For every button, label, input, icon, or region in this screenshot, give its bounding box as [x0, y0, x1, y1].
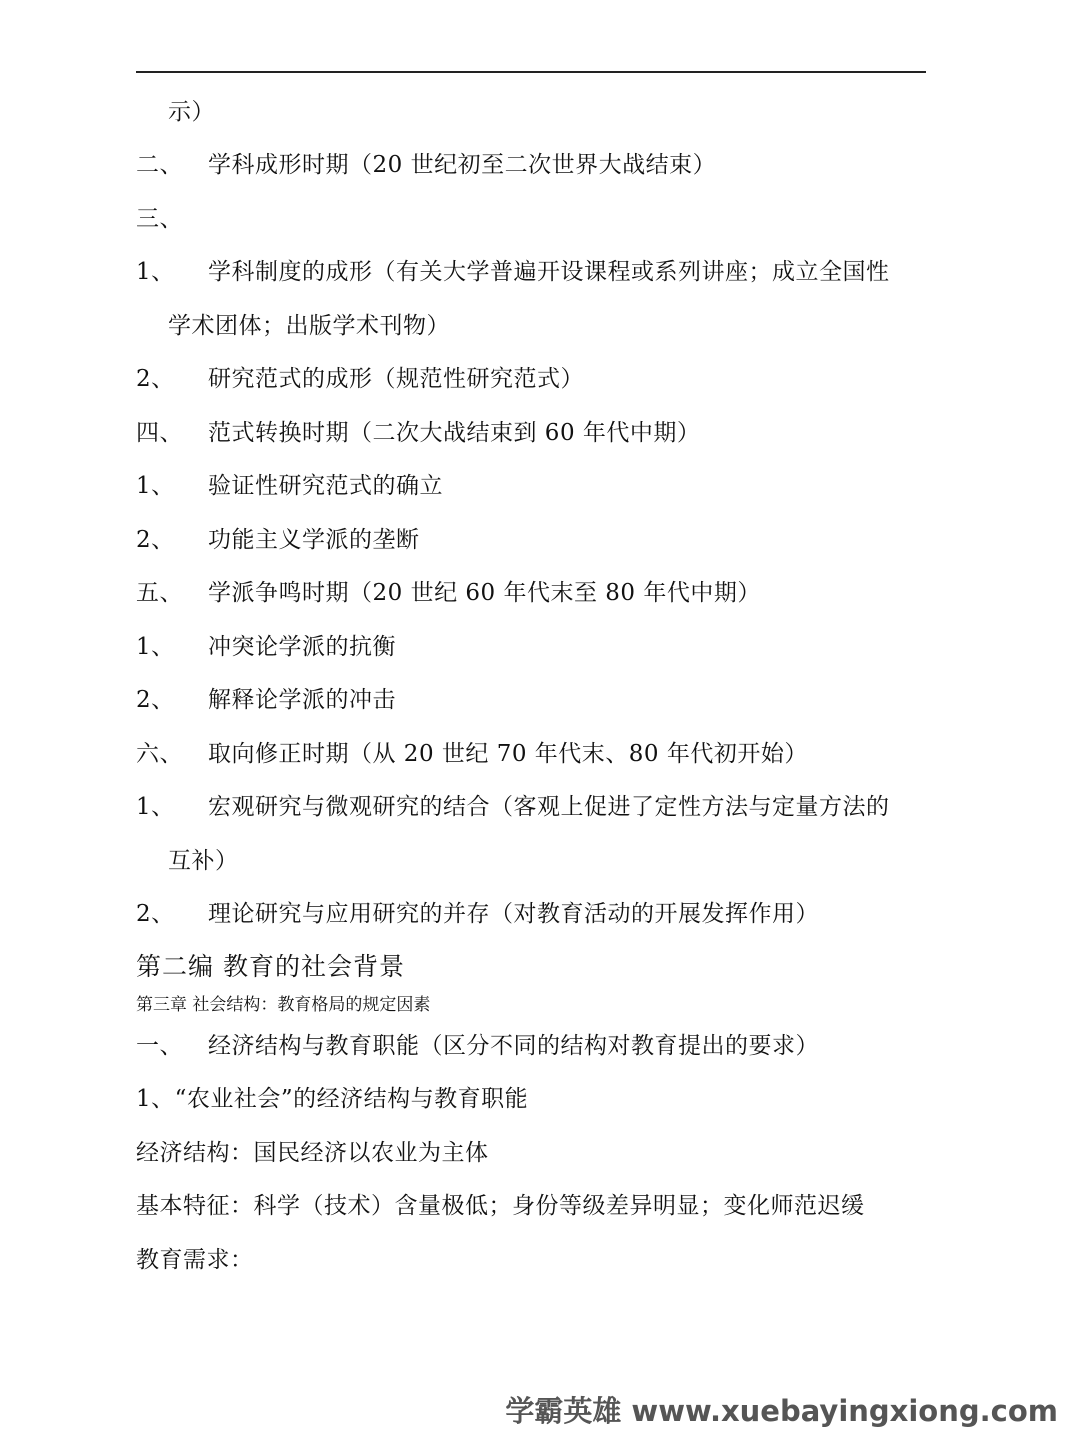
outline-line — [136, 792, 890, 822]
outline-line — [136, 364, 584, 394]
line-number: 三、 — [136, 206, 183, 232]
line-text: 验证性研究范式的确立 — [208, 473, 443, 499]
line-number: 2、 — [136, 687, 175, 713]
line-text: 研究范式的成形（规范性研究范式） — [208, 366, 584, 392]
line-text: 功能主义学派的垄断 — [208, 527, 420, 553]
line-text: 解释论学派的冲击 — [208, 687, 396, 713]
line-number: 2、 — [136, 366, 175, 392]
outline-line — [136, 525, 420, 555]
line-number: 2、 — [136, 901, 175, 927]
body-line: 经济结构：国民经济以农业为主体 — [136, 1140, 489, 1166]
outline-line — [136, 418, 700, 448]
line-text: 冲突论学派的抗衡 — [208, 634, 396, 660]
line-number: 1、 — [136, 473, 175, 499]
line-number: 1、 — [136, 634, 175, 660]
outline-line — [168, 846, 239, 876]
line-text: 范式转换时期（二次大战结束到 60 年代中期） — [208, 420, 701, 446]
outline-line — [168, 311, 450, 341]
outline-line — [136, 471, 443, 501]
line-number: 2、 — [136, 527, 175, 553]
line-number: 六、 — [136, 741, 183, 767]
outline-line — [136, 204, 208, 234]
line-text: 互补） — [168, 848, 239, 874]
outline-line — [168, 97, 215, 127]
part-heading: 第二编 教育的社会背景 — [136, 952, 405, 981]
line-number: 五、 — [136, 580, 183, 606]
line-text: 经济结构与教育职能（区分不同的结构对教育提出的要求） — [208, 1033, 819, 1059]
header-rule — [136, 71, 926, 73]
outline-line — [136, 578, 761, 608]
line-text: 宏观研究与微观研究的结合（客观上促进了定性方法与定量方法的 — [208, 794, 890, 820]
line-text: 取向修正时期（从 20 世纪 70 年代末、80 年代初开始） — [208, 741, 808, 767]
site-watermark: 学霸英雄 www.xuebayingxiong.com — [505, 1394, 1058, 1428]
line-number: 一、 — [136, 1033, 183, 1059]
body-line: 教育需求： — [136, 1247, 254, 1273]
outline-line — [136, 899, 819, 929]
chapter-heading: 第三章 社会结构：教育格局的规定因素 — [136, 995, 431, 1015]
line-text: 学科成形时期（20 世纪初至二次世界大战结束） — [208, 152, 717, 178]
line-text: 学派争鸣时期（20 世纪 60 年代末至 80 年代中期） — [208, 580, 761, 606]
section-heading — [136, 1031, 819, 1061]
outline-line — [136, 257, 890, 287]
line-number: 1、 — [136, 794, 175, 820]
line-text: 理论研究与应用研究的并存（对教育活动的开展发挥作用） — [208, 901, 819, 927]
line-text: 学科制度的成形（有关大学普遍开设课程或系列讲座；成立全国性 — [208, 259, 890, 285]
line-number: 1、 — [136, 259, 175, 285]
line-number: 二、 — [136, 152, 183, 178]
line-number: 四、 — [136, 420, 183, 446]
outline-line — [136, 632, 396, 662]
outline-line — [136, 685, 396, 715]
outline-line — [136, 739, 808, 769]
body-line: 1、“农业社会”的经济结构与教育职能 — [136, 1086, 529, 1112]
line-text: 示） — [168, 99, 215, 125]
line-text: 学术团体；出版学术刊物） — [168, 313, 450, 339]
body-line: 基本特征：科学（技术）含量极低；身份等级差异明显；变化师范迟缓 — [136, 1193, 865, 1219]
outline-line — [136, 150, 716, 180]
